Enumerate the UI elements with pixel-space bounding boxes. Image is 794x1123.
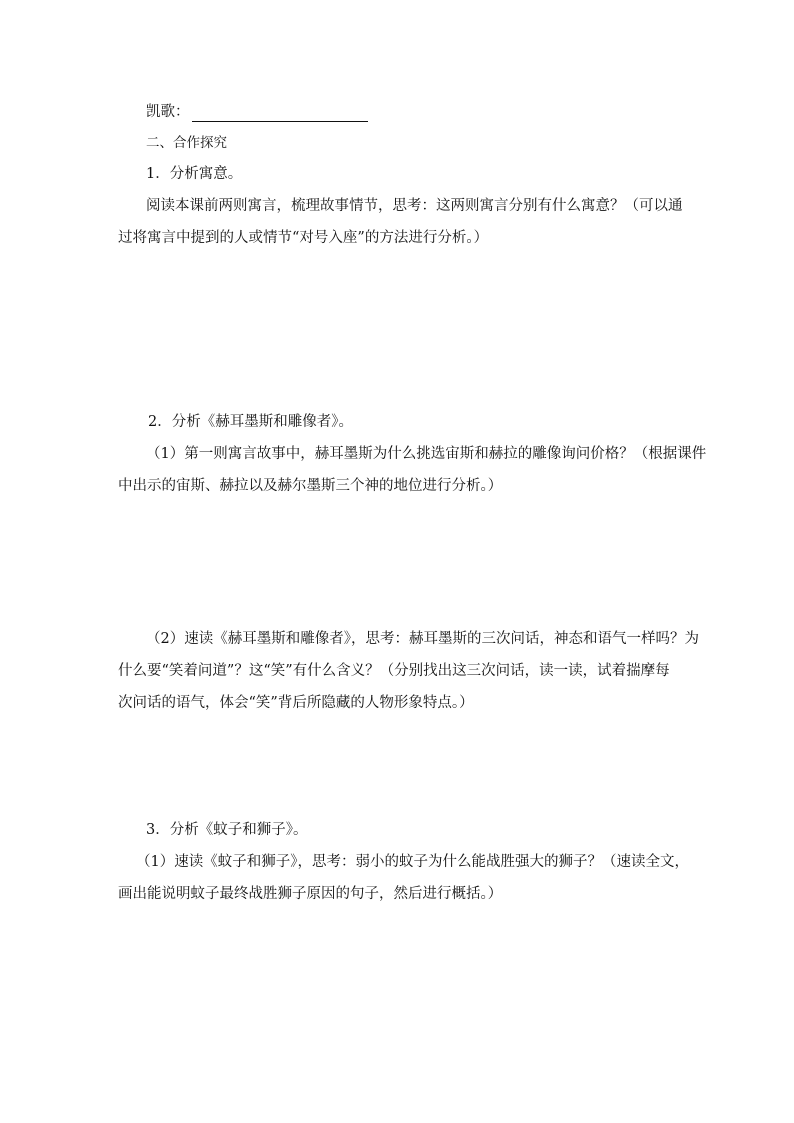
item3-title: 3．分析《蚊子和狮子》。 xyxy=(146,822,308,838)
item2-q2-line2: 什么要“笑着问道”？这“笑”有什么含义？（分别找出这三次问话，读一读，试着揣摩每 xyxy=(118,663,670,679)
item3-q1-line2: 画出能说明蚊子最终战胜狮子原因的句子，然后进行概括。） xyxy=(118,886,503,902)
item2-q1-line1: （1）第一则寓言故事中，赫耳墨斯为什么挑选宙斯和赫拉的雕像询问价格？（根据课件 xyxy=(146,446,707,462)
item2-title: 2．分析《赫耳墨斯和雕像者》。 xyxy=(148,414,353,430)
item1-title: 1．分析寓意。 xyxy=(146,166,243,182)
answer-line xyxy=(146,102,368,122)
section-heading: 二、合作探究 xyxy=(146,135,227,151)
answer-label: 凯歌： xyxy=(146,104,190,120)
item2-q2-line3: 次问话的语气，体会“笑”背后所隐藏的人物形象特点。） xyxy=(118,695,474,711)
item1-prompt-line2: 过将寓言中提到的人或情节“对号入座”的方法进行分析。） xyxy=(118,230,489,246)
item2-q2-line1: （2）速读《赫耳墨斯和雕像者》，思考：赫耳墨斯的三次问话，神态和语气一样吗？为 xyxy=(146,631,699,647)
item3-q1-line1: （1）速读《蚊子和狮子》，思考：弱小的蚊子为什么能战胜强大的狮子？（速读全文， xyxy=(136,854,689,870)
answer-blank[interactable] xyxy=(192,105,368,122)
item2-q1-line2: 中出示的宙斯、赫拉以及赫尔墨斯三个神的地位进行分析。） xyxy=(118,478,503,494)
item1-prompt-line1: 阅读本课前两则寓言，梳理故事情节，思考：这两则寓言分别有什么寓意？（可以通 xyxy=(146,198,683,214)
